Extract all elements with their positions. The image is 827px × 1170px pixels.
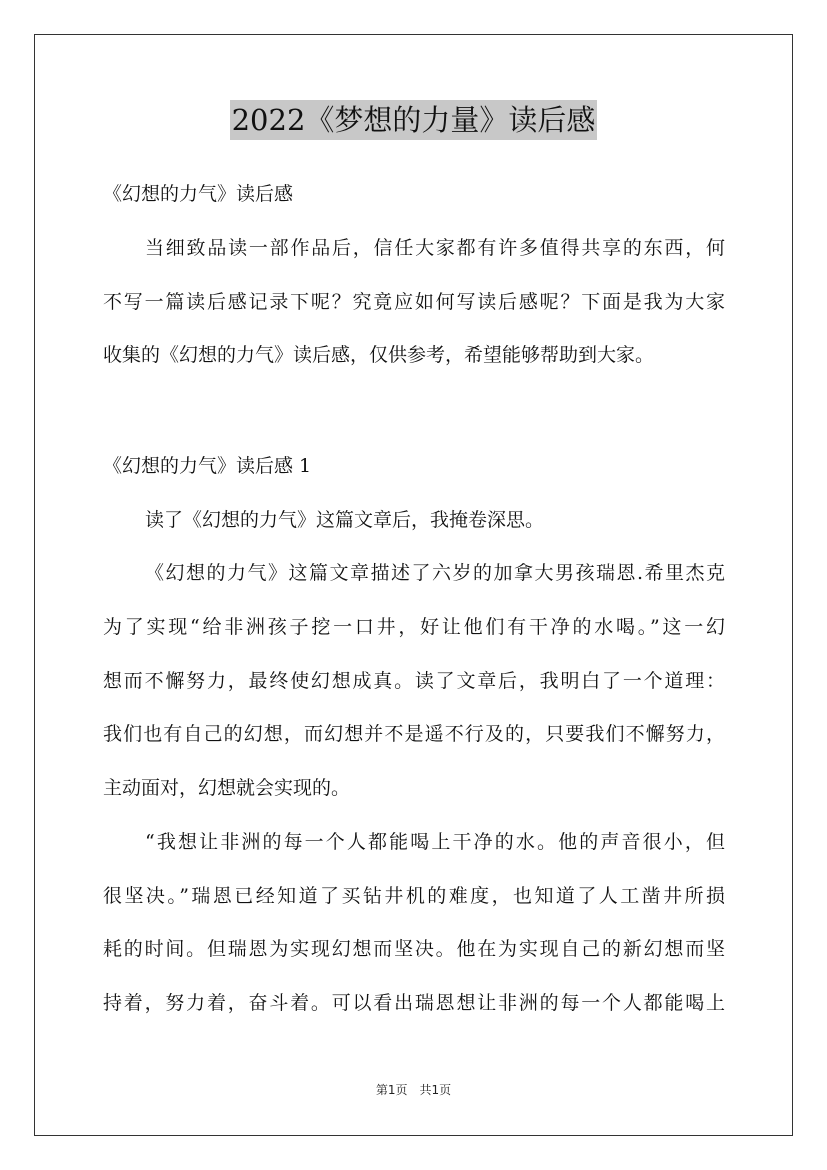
- paragraph-line: 读了《幻想的力气》这篇文章后，我掩卷深思。: [145, 509, 545, 531]
- paragraph-line: 收集的《幻想的力气》读后感，仅供参考，希望能够帮助到大家。: [103, 344, 655, 366]
- paragraph-line: 很坚决。”瑞恩已经知道了买钻井机的难度，也知道了人工凿井所损: [103, 885, 725, 907]
- section-heading: 《幻想的力气》读后感 1: [103, 455, 312, 477]
- title-container: [0, 100, 827, 140]
- paragraph-line: 我们也有自己的幻想，而幻想并不是遥不行及的，只要我们不懈努力，: [103, 723, 725, 745]
- paragraph-line: 为了实现“给非洲孩子挖一口井，好让他们有干净的水喝。”这一幻: [103, 616, 725, 638]
- paragraph-line: 《幻想的力气》这篇文章描述了六岁的加拿大男孩瑞恩.希里杰克: [145, 562, 725, 584]
- paragraph-line: 耗的时间。但瑞恩为实现幻想而坚决。他在为实现自己的新幻想而坚: [103, 938, 725, 960]
- paragraph-line: 想而不懈努力，最终使幻想成真。读了文章后，我明白了一个道理：: [103, 670, 725, 692]
- paragraph-line: 主动面对，幻想就会实现的。: [103, 777, 351, 799]
- section-heading: 《幻想的力气》读后感: [103, 183, 294, 205]
- document-title: 2022《梦想的力量》读后感: [230, 100, 598, 140]
- paragraph-line: 持着，努力着，奋斗着。可以看出瑞恩想让非洲的每一个人都能喝上: [103, 992, 725, 1014]
- paragraph-line: 不写一篇读后感记录下呢？究竟应如何写读后感呢？下面是我为大家: [103, 291, 725, 313]
- paragraph-line: “我想让非洲的每一个人都能喝上干净的水。他的声音很小，但: [145, 831, 725, 853]
- page-footer: 第1页 共1页: [375, 1083, 452, 1097]
- paragraph-line: 当细致品读一部作品后，信任大家都有许多值得共享的东西，何: [145, 237, 725, 259]
